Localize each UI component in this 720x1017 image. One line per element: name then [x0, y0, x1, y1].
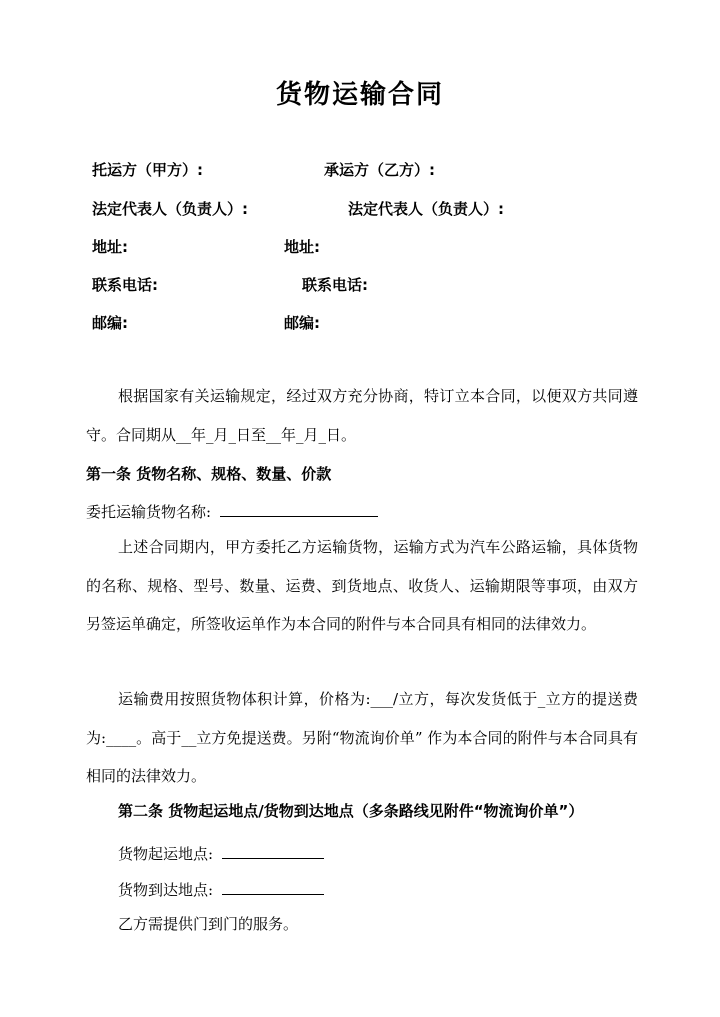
origin-label: 货物起运地点: — [118, 845, 214, 863]
destination-label: 货物到达地点: — [118, 881, 214, 899]
carrier-phone-label: 联系电话: — [302, 276, 368, 294]
service-note: 乙方需提供门到门的服务。 — [118, 915, 299, 933]
carrier-rep-label: 法定代表人（负责人）: — [348, 200, 504, 218]
carrier-address-label: 地址: — [284, 238, 320, 256]
destination-row — [118, 878, 324, 900]
goods-name-label: 委托运输货物名称: — [86, 503, 212, 521]
article1-para2: 运输费用按照货物体积计算，价格为:___/立方，每次发货低于_立方的提送费为:____。高于__立方免提送费。另附“物流询价单” 作为本合同的附件与本合同具有相同的法律效力。 — [86, 690, 638, 785]
shipper-rep-label: 法定代表人（负责人）: — [92, 200, 248, 218]
article1-para1: 上述合同期内，甲方委托乙方运输货物，运输方式为汽车公路运输，具体货物的名称、规格、型号、数量、运费、到货地点、收货人、运输期限等事项，由双方另签运单确定，所签收运单作为本合同的附件与本合同具有相同的法律效力。 — [86, 538, 638, 633]
destination-blank — [222, 878, 324, 895]
shipper-postcode-label: 邮编: — [92, 314, 128, 332]
goods-name-blank — [220, 500, 378, 517]
goods-name-row — [86, 500, 378, 522]
shipper-label: 托运方（甲方）: — [92, 161, 203, 179]
origin-row — [118, 842, 324, 864]
article1-heading: 第一条 货物名称、规格、数量、价款 — [86, 465, 332, 483]
carrier-postcode-label: 邮编: — [284, 314, 320, 332]
carrier-label: 承运方（乙方）: — [324, 161, 435, 179]
origin-blank — [222, 842, 324, 859]
shipper-address-label: 地址: — [92, 238, 128, 256]
article2-heading: 第二条 货物起运地点/货物到达地点（多条路线见附件“物流询价单”） — [118, 802, 584, 820]
document-title: 货物运输合同 — [275, 80, 444, 110]
shipper-phone-label: 联系电话: — [92, 276, 158, 294]
intro-paragraph: 根据国家有关运输规定，经过双方充分协商，特订立本合同，以便双方共同遵守。合同期从__年_月_日至__年_月_日。 — [86, 387, 638, 444]
